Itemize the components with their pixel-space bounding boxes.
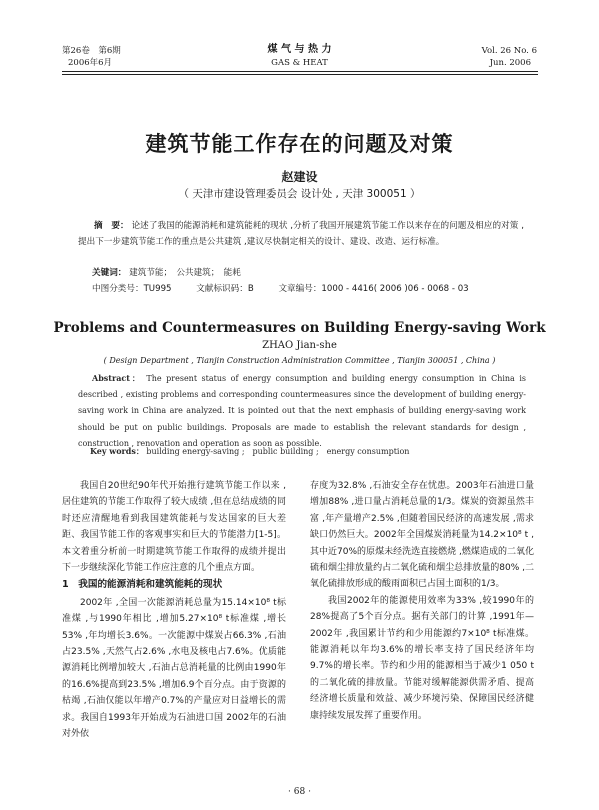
title-cn: 建筑节能工作存在的问题及对策 bbox=[145, 132, 454, 156]
body-column-left bbox=[62, 478, 286, 743]
page-number: · 68 · bbox=[288, 787, 311, 797]
body-paragraph: 存度为32.8% ,石油安全存在忧患。2003年石油进口量增加88% ,进口量占消耗总量的1/3。煤炭的资源虽然丰富 ,年产量增产2.5% ,但随着国民经济的高速发展 ,需求缺口仍然巨大。2002年全国煤炭消耗量为14.2×10⁸ t ,其中近70%的原煤未经洗选直接燃烧 ,燃煤造成的二氧化硫和烟尘排放量约占二氧化硫和烟尘总排放量的80% ,二氧化硫排放形成的酸雨面积已占国土面积的1/3。 bbox=[310, 481, 534, 590]
body-paragraph: 2002年 ,全国一次能源消耗总量为15.14×10⁸ t标准煤 ,与1990年相比 ,增加5.27×10⁸ t标准煤 ,增长53% ,年均增长3.6%。一次能源中煤炭占66.3% ,石油占23.5% ,天然气占2.6% ,水电及核电占7.6%。优质能源消耗比例增加较大 ,石油占总消耗量的比例由1990年的16.6%提高到23.5% ,增加6.9个百分点。由于资源的枯竭 ,石油仅能以年增产0.7%的产量应对日益增长的需求。我国自1993年开始成为石油进口国 2002年的石油对外依 bbox=[62, 597, 286, 740]
abstract-en-label: Abstract： bbox=[92, 373, 142, 383]
author-en: ZHAO Jian-she bbox=[262, 340, 337, 351]
header-rule-top bbox=[62, 71, 538, 72]
header-volume-en: Vol. 26 No. 6 bbox=[481, 46, 537, 56]
keywords-en bbox=[92, 444, 522, 459]
body-paragraph: 我国2002年的能源使用效率为33% ,较1990年的28%提高了5个百分点。据有关部门的计算 ,1991年—2002年 ,我国累计节约和少用能源约7×10⁸ t标准煤。能源消耗以年均3.6%的增长率支持了国民经济年均9.7%的增长率。节约和少用的能源相当于减少1 050 t的二氧化硫的排放量。节能对缓解能源供需矛盾、提高经济增长质量和效益、减少环境污染、保障国民经济健康持续发展发挥了重要作用。 bbox=[310, 595, 534, 721]
keywords-cn-label: 关键词： bbox=[92, 268, 127, 278]
abstract-cn-label: 摘 要： bbox=[94, 221, 129, 231]
body-paragraph: 我国自20世纪90年代开始推行建筑节能工作以来 ,居住建筑的节能工作取得了较大成绩 ,但在总结成绩的同时还应清醒地看到我国建筑能耗与发达国家的巨大差距、我国节能工作的客观事实和巨大的节能潜力[1-5]。本文着重分析前一时期建筑节能工作取得的成绩并提出下一步继续深化节能工作应注意的几个重点方面。 bbox=[62, 481, 286, 574]
section-heading: 1 我国的能源消耗和建筑能耗的现状 bbox=[62, 579, 223, 591]
keywords-en-text: building energy-saving ; public building ; energy consumption bbox=[146, 447, 410, 456]
header-journal-en: GAS & HEAT bbox=[271, 58, 328, 68]
body-column-right bbox=[310, 478, 534, 724]
header-date-en: Jun. 2006 bbox=[489, 58, 531, 68]
author-cn: 赵建设 bbox=[281, 170, 318, 184]
header-journal-cn: 煤 气 与 热 力 bbox=[267, 44, 332, 55]
keywords-en-label: Key words： bbox=[90, 446, 144, 456]
clc-number: 中图分类号：TU995 bbox=[92, 284, 172, 294]
abstract-cn bbox=[78, 218, 524, 250]
keywords-cn bbox=[92, 266, 522, 280]
abstract-en-text: The present status of energy consumption and building energy consumption in China is described , existing problems and corresponding countermeasures since the development of building energy-saving work in China are analyzed. It is pointed out that the next emphasis of building energy-saving work should be put on public buildings. Proposals are made to establish the relevant standards for design , construction , renovation and operation as soon as possible. bbox=[78, 374, 526, 448]
classification-line bbox=[92, 282, 522, 296]
header-volume-cn: 第26卷 第6期 bbox=[62, 46, 121, 56]
abstract-cn-text: 论述了我国的能源消耗和建筑能耗的现状 ,分析了我国开展建筑节能工作以来存在的问题及相应的对策 ,提出下一步建筑节能工作的重点是公共建筑 ,建议尽快制定相关的设计、建设、改造、运行标准。 bbox=[78, 221, 524, 247]
document-code: 文献标识码：B bbox=[196, 284, 254, 294]
header-rule-bottom bbox=[62, 74, 538, 75]
affiliation-cn: （ 天津市建设管理委员会 设计处 , 天津 300051 ） bbox=[178, 188, 421, 200]
affiliation-en: ( Design Department , Tianjin Construction Administration Committee , Tianjin 300051 , China ) bbox=[103, 356, 496, 365]
abstract-en bbox=[78, 370, 526, 452]
article-number: 文章编号：1000 - 4416( 2006 )06 - 0068 - 03 bbox=[278, 284, 469, 294]
title-en: Problems and Countermeasures on Building Energy-saving Work bbox=[53, 320, 546, 336]
header-date-cn: 2006年6月 bbox=[68, 58, 113, 68]
keywords-cn-text: 建筑节能； 公共建筑； 能耗 bbox=[129, 268, 241, 278]
